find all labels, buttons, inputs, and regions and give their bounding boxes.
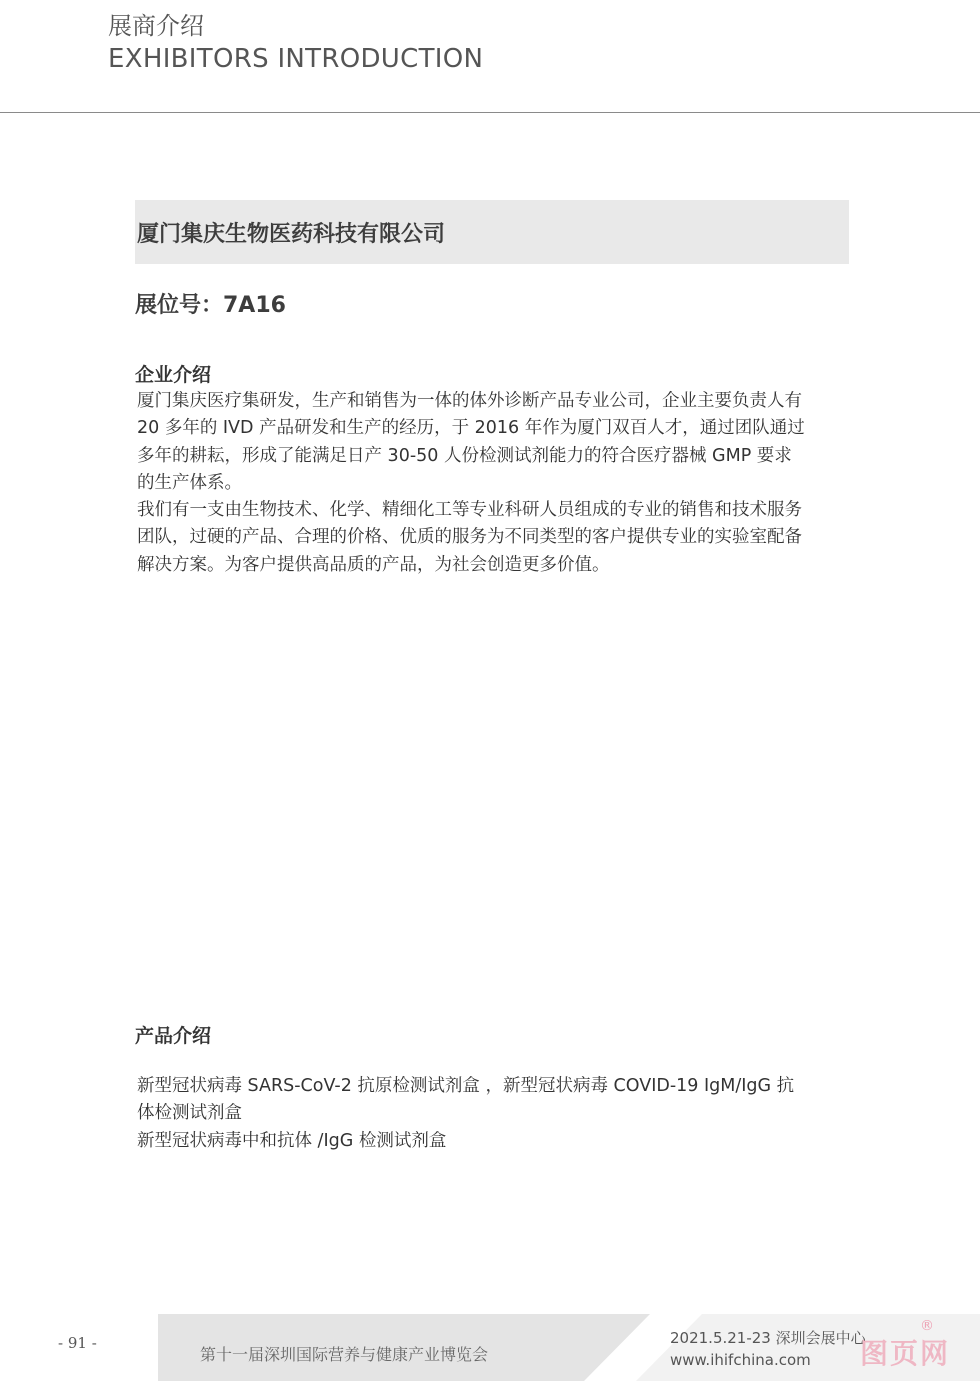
company-name: 厦门集庆生物医药科技有限公司 <box>137 221 446 247</box>
intro-line: 团队，过硬的产品、合理的价格、优质的服务为不同类型的客户提供专业的实验室配备 <box>137 527 802 548</box>
page-number: - 91 - <box>58 1334 97 1352</box>
products-section-title: 产品介绍 <box>135 1025 212 1047</box>
header-title-cn: 展商介绍 <box>108 12 204 40</box>
intro-line: 的生产体系。 <box>137 472 242 493</box>
registered-mark-icon: ® <box>920 1318 934 1334</box>
product-line: 新型冠状病毒中和抗体 /IgG 检测试剂盒 <box>137 1130 447 1151</box>
intro-line: 我们有一支由生物技术、化学、精细化工等专业科研人员组成的专业的销售和技术服务 <box>137 500 802 521</box>
booth-number: 展位号：7A16 <box>135 293 286 318</box>
header-title-en: EXHIBITORS INTRODUCTION <box>108 44 484 74</box>
product-line: 体检测试剂盒 <box>137 1103 242 1124</box>
footer-expo-name: 第十一届深圳国际营养与健康产业博览会 <box>200 1345 489 1364</box>
intro-line: 解决方案。为客户提供高品质的产品，为社会创造更多价值。 <box>137 554 610 575</box>
intro-line: 20 多年的 IVD 产品研发和生产的经历，于 2016 年作为厦门双百人才，通过团队通过 <box>137 418 805 439</box>
footer-website: www.ihifchina.com <box>670 1351 811 1369</box>
footer-date-venue: 2021.5.21-23 深圳会展中心 <box>670 1329 866 1347</box>
intro-line: 多年的耕耘，形成了能满足日产 30-50 人份检测试剂能力的符合医疗器械 GMP 要求 <box>137 445 792 466</box>
product-line: 新型冠状病毒 SARS-CoV-2 抗原检测试剂盒 ，新型冠状病毒 COVID-19 IgM/IgG 抗 <box>137 1076 795 1096</box>
intro-section-title: 企业介绍 <box>135 364 212 386</box>
intro-line: 厦门集庆医疗集研发，生产和销售为一体的体外诊断产品专业公司，企业主要负责人有 <box>137 391 802 411</box>
watermark-logo: 图页网 <box>860 1337 951 1370</box>
